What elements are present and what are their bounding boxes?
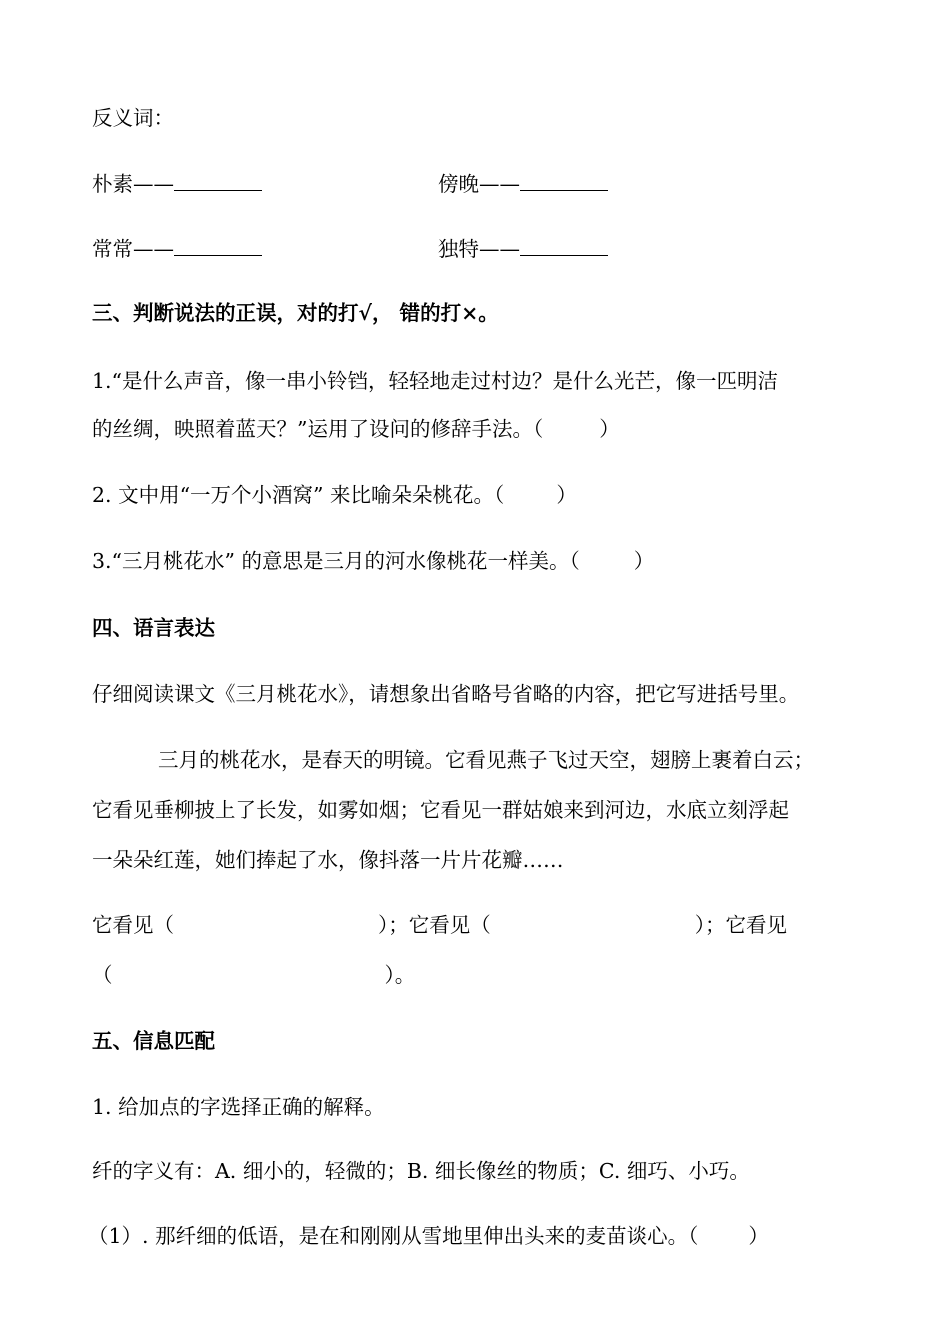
question-text-part: （1）. 那纤细的低语，是在和刚刚从雪地里伸出头来的麦苗谈心。（: [88, 1224, 699, 1248]
question-text: [92, 547, 654, 575]
antonym-item: [92, 170, 262, 198]
fill-line: [92, 911, 787, 939]
antonyms-heading: 反义词：: [92, 106, 174, 130]
section-title: 五、信息匹配: [92, 1029, 215, 1053]
fill-text: （: [92, 963, 113, 987]
fill-line: [92, 961, 415, 989]
antonym-word: 朴素——: [92, 172, 174, 196]
passage-line: 它看见垂柳披上了长发，如雾如烟；它看见一群姑娘来到河边，水底立刻浮起: [92, 798, 789, 822]
fill-text: ）；它看见: [694, 913, 787, 937]
fill-text: 它看见（: [92, 913, 174, 937]
answer-blank[interactable]: [174, 172, 262, 191]
passage-line: 一朵朵红莲，她们捧起了水，像抖落一片片花瓣……: [92, 848, 564, 872]
passage-line: 三月的桃花水，是春天的明镜。它看见燕子飞过天空，翅膀上裹着白云；: [158, 748, 814, 772]
answer-blank[interactable]: [520, 237, 608, 256]
question-text-part: 的丝绸，映照着蓝天？”运用了设问的修辞手法。（: [92, 417, 544, 441]
instruction-text: 仔细阅读课文《三月桃花水》，请想象出省略号省略的内容，把它写进括号里。: [92, 682, 800, 706]
antonym-item: [438, 235, 608, 263]
antonym-word: 独特——: [438, 237, 520, 261]
close-paren: ）: [556, 483, 577, 507]
antonym-word: 常常——: [92, 237, 174, 261]
section-title: 四、语言表达: [92, 616, 215, 640]
section-title: 三、判断说法的正误，对的打√， 错的打×。: [92, 301, 499, 325]
question-text-part: 2. 文中用“一万个小酒窝” 来比喻朵朵桃花。（: [92, 483, 505, 507]
antonym-item: [438, 170, 608, 198]
question-text: [88, 1222, 769, 1250]
answer-blank[interactable]: [520, 172, 608, 191]
antonym-item: [92, 235, 262, 263]
question-text: [92, 415, 620, 443]
question-text: 1.“是什么声音，像一串小铃铛，轻轻地走过村边？是什么光芒，像一匹明洁: [92, 369, 779, 393]
question-text: [92, 481, 577, 509]
close-paren: ）: [599, 417, 620, 441]
close-paren: ）: [748, 1224, 769, 1248]
close-paren: ）: [633, 549, 655, 573]
question-text-part: 3.“三月桃花水” 的意思是三月的河水像桃花一样美。（: [92, 549, 580, 573]
question-text: 1. 给加点的字选择正确的解释。: [92, 1095, 385, 1119]
fill-text: ）。: [384, 963, 416, 987]
fill-text: ）；它看见（: [378, 913, 491, 937]
antonym-word: 傍晚——: [438, 172, 520, 196]
meanings-text: 纤的字义有：A. 细小的，轻微的；B. 细长像丝的物质；C. 细巧、小巧。: [92, 1159, 750, 1183]
answer-blank[interactable]: [174, 237, 262, 256]
